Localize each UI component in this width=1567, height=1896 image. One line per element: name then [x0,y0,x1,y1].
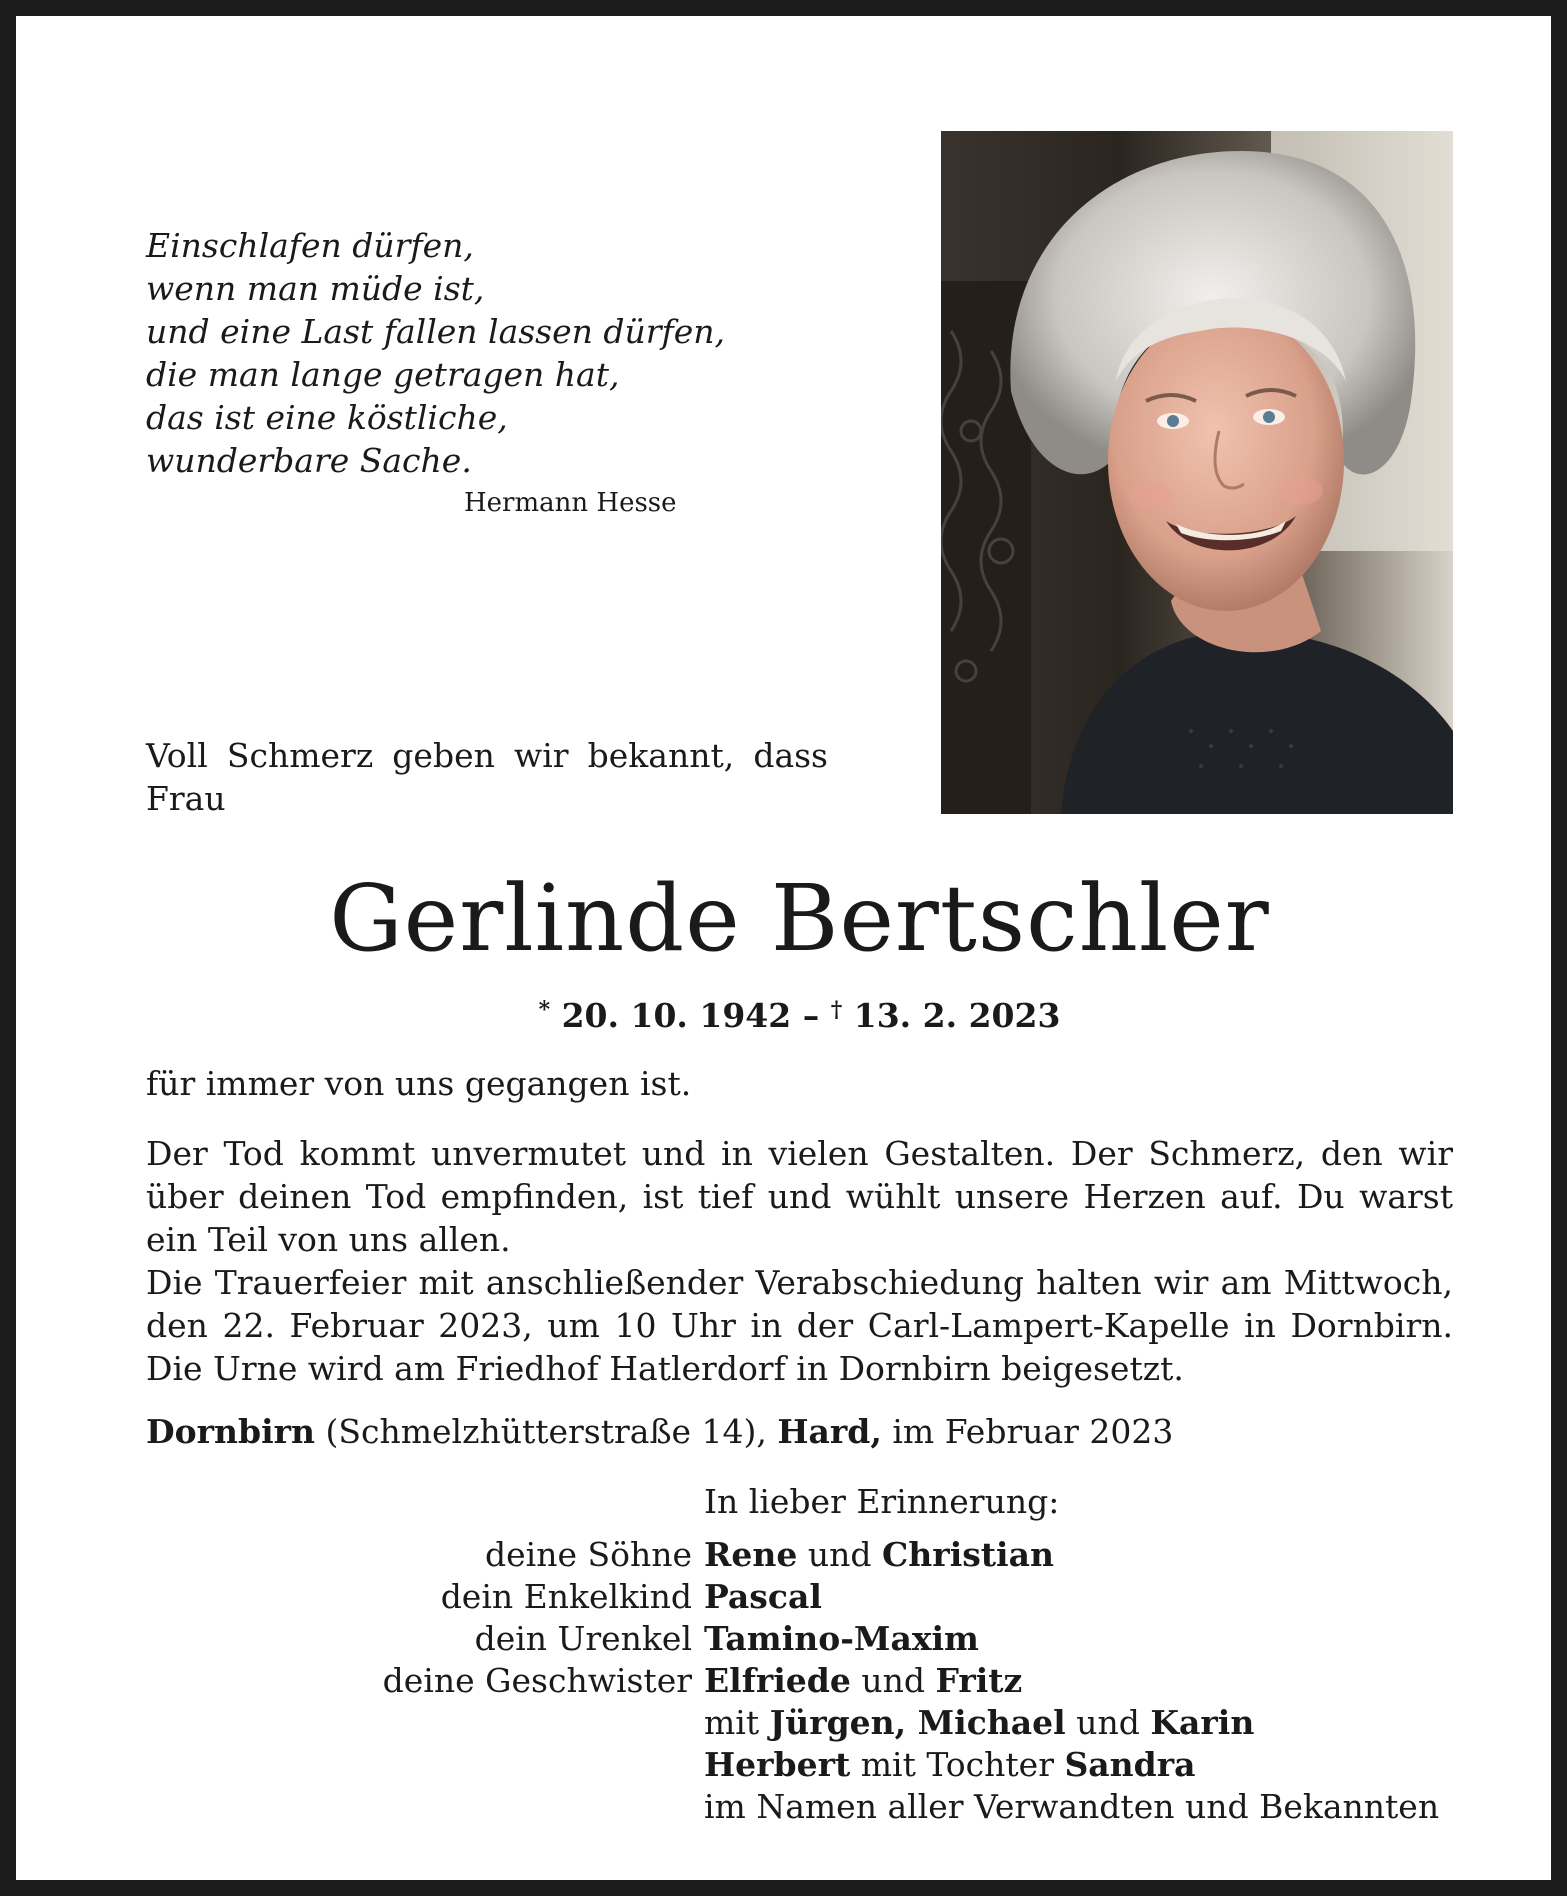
mourner-name: Tamino-Maxim [704,1619,979,1658]
mourner-relation: deine Geschwister [382,1661,692,1700]
mourners-list [146,1534,1546,1828]
poem-line: wenn man müde ist, [146,269,485,308]
place-city-2: Hard, [777,1412,882,1451]
mourner-connector: und [1065,1703,1151,1742]
birth-symbol: * [538,997,551,1023]
mourner-closing: im Namen aller Verwandten und Bekannten [704,1787,1440,1826]
paragraph-funeral-details: Die Trauerfeier mit anschließender Verabschiedung halten wir am Mittwoch, den 22. Februar 2023, um 10 Uhr in der Carl-Lampert-Kapelle in Dornbirn. Die Urne wird am Friedhof Hatlerdorf in Dornbirn beigesetzt. [146,1263,1453,1388]
portrait-photo [941,131,1453,814]
place-city-1: Dornbirn [146,1412,315,1451]
poem-line: das ist eine köstliche, [146,398,508,437]
mourner-name: Rene [704,1535,798,1574]
mourner-row [146,1702,1546,1744]
intro-text: Voll Schmerz geben wir bekannt, dass Frau [146,736,828,818]
place-date: im Februar 2023 [881,1412,1174,1451]
poem-line: wunderbare Sache. [146,441,472,480]
mourner-row [146,1576,1546,1618]
mourner-name: Fritz [935,1661,1023,1700]
deceased-name: Gerlinde Bertschler [329,865,1270,972]
poem-line: die man lange getragen hat, [146,355,620,394]
mourner-connector: und [850,1661,936,1700]
mourner-name: Christian [882,1535,1054,1574]
mourner-row [146,1660,1546,1702]
mourner-name: Elfriede [704,1661,851,1700]
mourner-row [146,1618,1546,1660]
gone-text: für immer von uns gegangen ist. [146,1064,692,1103]
poem-line: und eine Last fallen lassen dürfen, [146,312,726,351]
mourner-name: Jürgen, Michael [769,1703,1066,1742]
mourner-row [146,1786,1546,1828]
mourner-relation: dein Urenkel [474,1619,692,1658]
date-separator: – [802,996,820,1035]
birth-date: 20. 10. 1942 [561,996,792,1035]
life-dates [16,988,1567,1038]
place-address: (Schmelzhütterstraße 14), [315,1412,778,1451]
mourner-name: Sandra [1064,1745,1196,1784]
mourner-connector: mit Tochter [850,1745,1065,1784]
mourner-name: Karin [1150,1703,1255,1742]
poem-author: Hermann Hesse [464,488,677,518]
mourner-relation: deine Söhne [485,1535,692,1574]
death-date: 13. 2. 2023 [853,996,1061,1035]
mourner-name: Pascal [704,1577,822,1616]
memory-heading: In lieber Erinnerung: [704,1482,1060,1521]
paragraph-condolence: Der Tod kommt unvermutet und in vielen Gestalten. Der Schmerz, den wir über deinen Tod empfinden, ist tief und wühlt unsere Herzen auf. Du warst ein Teil von uns allen. [146,1134,1453,1259]
mourner-row [146,1744,1546,1786]
mourner-connector: mit [704,1703,770,1742]
poem-line: Einschlafen dürfen, [146,226,474,265]
place-date-line [146,1410,1173,1453]
mourner-name: Herbert [704,1745,851,1784]
mourner-row [146,1534,1546,1576]
poem [146,224,746,482]
death-symbol: † [830,997,843,1023]
mourner-connector: und [797,1535,883,1574]
mourner-relation: dein Enkelkind [440,1577,692,1616]
